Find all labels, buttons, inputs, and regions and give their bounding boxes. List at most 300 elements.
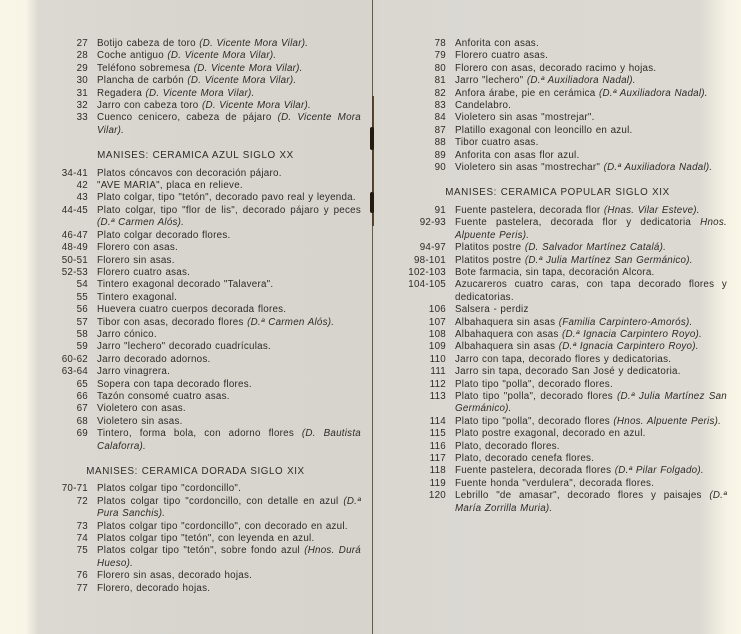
catalog-entry-row <box>388 217 727 242</box>
entry-description <box>455 112 727 124</box>
entry-number: 83 <box>434 100 446 112</box>
catalog-entry-row <box>388 63 727 75</box>
entry-donor-name: (D. Vicente Mora Vilar). <box>145 87 255 99</box>
entry-description-text: Salsera - perdiz <box>455 304 529 316</box>
entry-description <box>455 217 727 242</box>
entry-description-text: Florero con asas, decorado racimo y hojas. <box>455 62 657 74</box>
entry-number: 114 <box>429 415 446 427</box>
entry-number: 57 <box>76 316 88 328</box>
catalog-entry-row <box>388 465 727 477</box>
entry-description-text: Regadera <box>97 87 146 99</box>
entry-description <box>97 180 361 192</box>
entry-number: 48-49 <box>61 242 88 254</box>
entry-description-text: Violetero con asas. <box>97 403 186 415</box>
entry-description <box>97 75 361 87</box>
catalog-entry-row <box>30 279 361 291</box>
catalog-entry-row <box>30 304 361 316</box>
entry-description <box>97 317 361 329</box>
entry-description-text: Florero sin asas. <box>97 254 175 266</box>
entry-description <box>97 192 361 204</box>
entry-number: 112 <box>429 378 446 390</box>
entry-description <box>97 292 361 304</box>
entry-description <box>455 416 727 428</box>
catalog-entry-row <box>388 391 727 416</box>
entry-description-text: Florero con asas. <box>97 242 178 254</box>
entry-description <box>97 354 361 366</box>
catalog-entry-row <box>30 366 361 378</box>
catalog-entry-row <box>388 329 727 341</box>
entry-description-text: Plato postre exagonal, decorado en azul. <box>455 428 646 440</box>
entry-description <box>97 570 361 582</box>
entry-donor-name: (D.ª Pilar Folgado). <box>614 465 704 477</box>
catalog-entry-row <box>30 112 361 137</box>
entry-donor-name: (D. Bautista Calaforra). <box>97 428 361 452</box>
entry-number: 44-45 <box>61 204 88 216</box>
entry-description-text: Jarro cónico. <box>97 328 157 340</box>
entry-description-text: Plato tipo "polla", decorado flores <box>455 415 614 427</box>
entry-number: 76 <box>76 570 88 582</box>
entry-donor-name: (D.ª Carmen Alós). <box>247 316 335 328</box>
entry-description <box>455 428 727 440</box>
entry-description <box>97 38 361 50</box>
entry-description-text: Plato, decorado flores. <box>455 440 560 452</box>
entry-donor-name: (Hnos. Alpuente Peris). <box>613 415 722 427</box>
entry-description-text: Jarro sin tapa, decorado San José y dedicatoria. <box>455 366 681 378</box>
entry-number: 91 <box>434 204 446 216</box>
catalog-entry-row <box>30 317 361 329</box>
catalog-entry-row <box>388 279 727 304</box>
entry-description <box>455 478 727 490</box>
entry-number: 69 <box>76 428 88 440</box>
entry-description <box>455 354 727 366</box>
entry-number: 50-51 <box>61 254 88 266</box>
catalog-entry-row <box>388 205 727 217</box>
entry-description <box>455 242 727 254</box>
entry-description <box>455 379 727 391</box>
entry-number: 29 <box>76 62 88 74</box>
entry-description <box>455 366 727 378</box>
catalog-entry-row <box>388 38 727 50</box>
catalog-entry-row <box>30 391 361 403</box>
entry-donor-name: (D.ª Julia Martínez San Germánico). <box>455 390 728 415</box>
entry-description-text: Platillo exagonal con leoncillo en azul. <box>455 124 633 136</box>
entry-description <box>455 150 727 162</box>
entry-description <box>455 329 727 341</box>
entry-number: 32 <box>76 100 88 112</box>
entry-description <box>97 112 361 137</box>
entry-description <box>455 100 727 112</box>
entry-number: 77 <box>76 582 88 594</box>
entry-number: 52-53 <box>61 266 88 278</box>
entry-number: 59 <box>76 341 88 353</box>
entry-description-text: Jarro vinagrera. <box>97 366 171 378</box>
entry-description-text: Plato tipo "polla", decorado flores <box>455 390 618 402</box>
entry-donor-name: (D.ª Auxiliadora Nadal). <box>603 162 713 174</box>
entry-description <box>455 205 727 217</box>
catalog-entry-row <box>30 75 361 87</box>
binding-ink-mark <box>370 192 374 213</box>
entry-donor-name: (Familia Carpintero-Amorós). <box>558 316 693 328</box>
entry-donor-name: (D. Vicente Mora Vilar). <box>187 75 297 87</box>
entry-description-text: Jarro "lechero" decorado cuadrículas. <box>97 341 271 353</box>
entry-description-text: Anforita con asas flor azul. <box>455 149 580 161</box>
entry-description-text: Plato colgar, tipo "flor de lis", decorado pájaro y peces <box>97 204 361 216</box>
entry-description-text: Botijo cabeza de toro <box>97 38 200 49</box>
entry-donor-name: (D.ª Auxiliadora Nadal). <box>526 75 636 87</box>
entry-description-text: Teléfono sobremesa <box>97 62 194 74</box>
entry-number: 118 <box>429 465 446 477</box>
entry-description <box>455 255 727 267</box>
catalog-entry-row <box>30 341 361 353</box>
entry-number: 68 <box>76 415 88 427</box>
entry-description-text: Fuente pastelera, decorada flores <box>455 465 615 477</box>
entry-description <box>455 75 727 87</box>
entry-description <box>97 403 361 415</box>
entry-description-text: "AVE MARIA", placa en relieve. <box>97 180 243 192</box>
catalog-entry-row <box>388 478 727 490</box>
section-header: MANISES: CERAMICA AZUL SIGLO XX <box>97 150 294 162</box>
catalog-entry-row <box>388 379 727 391</box>
entry-number: 94-97 <box>419 242 446 254</box>
entry-donor-name: (D.ª Ignacia Carpintero Royo). <box>561 328 703 340</box>
entry-description-text: Plato, decorado cenefa flores. <box>455 453 595 464</box>
entry-donor-name: (D. Vicente Mora Vilar). <box>97 112 361 136</box>
catalog-entry-row <box>30 483 361 495</box>
entry-description <box>97 100 361 112</box>
entry-number: 90 <box>434 162 446 174</box>
entry-number: 92-93 <box>419 217 446 229</box>
entry-description-text: Platitos postre <box>455 254 525 266</box>
entry-description-text: Coche antiguo <box>97 50 168 62</box>
entry-description <box>455 162 727 174</box>
entry-number: 110 <box>429 353 446 365</box>
entry-description <box>97 391 361 403</box>
entry-description-text: Fuente honda "verdulera", decorada flores. <box>455 477 655 489</box>
catalog-entry-row <box>388 341 727 353</box>
entry-description-text: Violetero sin asas. <box>97 415 183 427</box>
catalog-entry-row <box>30 168 361 180</box>
entry-description <box>97 329 361 341</box>
catalog-entry-row <box>30 570 361 582</box>
entry-description <box>455 63 727 75</box>
entry-description <box>455 391 727 416</box>
entry-description <box>97 255 361 267</box>
catalog-entry-row <box>388 242 727 254</box>
catalog-entry-row <box>388 150 727 162</box>
entry-description <box>97 533 361 545</box>
entry-number: 60-62 <box>61 353 88 365</box>
entry-number: 115 <box>429 428 446 440</box>
entry-donor-name: (D.ª Ignacia Carpintero Royo). <box>558 341 699 353</box>
entry-description-text: Platos cóncavos con decoración pájaro. <box>97 167 282 179</box>
entry-description-text: Platos colgar tipo "cordoncillo", con decorado en azul. <box>97 520 348 532</box>
entry-description-text: Platos colgar tipo "cordoncillo, con detalle en azul <box>97 495 344 507</box>
entry-description <box>97 341 361 353</box>
entry-donor-name: Hnos. Alpuente Peris). <box>455 217 727 241</box>
entry-description-text: Tintero, forma bola, con adorno flores <box>97 428 302 440</box>
entry-number: 104-105 <box>408 279 446 291</box>
entry-description-text: Platos colgar tipo "tetón", con leyenda en azul. <box>97 533 315 545</box>
entry-description-text: Tibor cuatro asas. <box>455 137 539 149</box>
entry-number: 33 <box>76 112 88 124</box>
entry-number: 108 <box>428 328 446 340</box>
catalog-entry-row <box>30 329 361 341</box>
entry-description-text: Jarro con tapa, decorado flores y dedicatorias. <box>455 353 672 365</box>
entry-number: 113 <box>429 390 446 402</box>
entry-number: 43 <box>76 192 88 204</box>
entry-description <box>455 317 727 329</box>
catalog-entry-row <box>388 428 727 440</box>
entry-number: 98-101 <box>413 254 446 266</box>
catalog-entry-row <box>30 533 361 545</box>
entry-description-text: Tintero exagonal. <box>97 291 178 303</box>
entry-description <box>97 583 361 595</box>
entry-number: 111 <box>430 366 446 378</box>
entry-number: 84 <box>434 112 446 124</box>
entry-number: 75 <box>76 545 88 557</box>
entry-description-text: Tazón consomé cuatro asas. <box>97 390 230 402</box>
entry-number: 120 <box>428 490 446 502</box>
catalog-entry-row <box>30 63 361 75</box>
entry-number: 70-71 <box>61 483 88 495</box>
entry-donor-name: (D.ª María Zorrilla Muria). <box>455 490 727 514</box>
entry-description <box>97 50 361 62</box>
catalog-entry-row <box>388 137 727 149</box>
entry-description-text: Plato colgar, tipo "tetón", decorado pavo real y leyenda. <box>97 192 356 204</box>
binding-ink-mark <box>370 127 374 150</box>
entry-donor-name: (D.ª Auxiliadora Nadal). <box>598 87 708 99</box>
entry-description-text: Platos colgar tipo "tetón", sobre fondo azul <box>97 545 305 557</box>
entry-description-text: Tintero exagonal decorado "Talavera". <box>97 279 274 291</box>
catalog-entry-row <box>30 267 361 279</box>
entry-description-text: Plato tipo "polla", decorado flores. <box>455 378 613 390</box>
entry-number: 107 <box>428 316 446 328</box>
catalog-column-right <box>388 0 727 515</box>
entry-donor-name: (Hnas. Vilar Esteve). <box>603 204 700 216</box>
entry-number: 34-41 <box>61 167 88 179</box>
catalog-entry-row <box>30 242 361 254</box>
catalog-entry-row <box>30 416 361 428</box>
entry-description-text: Fuente pastelera, decorada flor <box>455 204 604 216</box>
entry-number: 117 <box>429 453 446 464</box>
section-header: MANISES: CERAMICA DORADA SIGLO XIX <box>86 466 305 477</box>
entry-donor-name: (D. Vicente Mora Vilar). <box>199 38 309 49</box>
entry-description-text: Albahaquera sin asas <box>455 341 559 353</box>
entry-description <box>455 88 727 100</box>
entry-description-text: Fuente pastelera, decorada flor y dedicatoria <box>455 217 701 229</box>
catalog-entry-row <box>388 441 727 453</box>
entry-donor-name: (D.ª Julia Martínez San Germánico). <box>524 254 693 266</box>
entry-description-text: Lebrillo "de amasar", decorado flores y paisajes <box>455 490 710 502</box>
entry-number: 66 <box>76 390 88 402</box>
catalog-entry-row <box>388 75 727 87</box>
catalog-entry-row <box>388 100 727 112</box>
catalog-entry-row <box>388 125 727 137</box>
entry-number: 74 <box>76 533 88 545</box>
catalog-entry-row <box>30 583 361 595</box>
entry-number: 79 <box>434 50 446 62</box>
catalog-entry-row <box>30 403 361 415</box>
catalog-entry-row <box>30 354 361 366</box>
entry-description-text: Jarro decorado adornos. <box>97 353 211 365</box>
entry-number: 88 <box>434 137 446 149</box>
catalog-entry-row <box>388 354 727 366</box>
entry-description-text: Florero, decorado hojas. <box>97 582 211 594</box>
catalog-entry-row <box>30 88 361 100</box>
catalog-entry-row <box>388 317 727 329</box>
entry-description <box>455 125 727 137</box>
entry-donor-name: (D.ª Carmen Alós). <box>97 217 185 229</box>
entry-description <box>97 416 361 428</box>
entry-number: 42 <box>76 180 88 192</box>
catalog-entry-row <box>30 230 361 242</box>
entry-description-text: Tibor con asas, decorado flores <box>97 316 248 328</box>
catalog-entry-row <box>30 379 361 391</box>
entry-description <box>97 242 361 254</box>
entry-description-text: Azucareros cuatro caras, con tapa decorado flores y dedicatorias. <box>455 279 727 303</box>
entry-description-text: Florero sin asas, decorado hojas. <box>97 570 253 582</box>
entry-description <box>455 137 727 149</box>
entry-description <box>97 304 361 316</box>
entry-description <box>455 490 727 515</box>
entry-description <box>455 50 727 62</box>
catalog-entry-row <box>388 162 727 174</box>
entry-number: 106 <box>428 304 446 316</box>
entry-description-text: Jarro "lechero" <box>455 75 527 87</box>
entry-description-text: Cuenco cenicero, cabeza de pájaro <box>97 112 278 124</box>
entry-number: 109 <box>428 341 446 353</box>
entry-number: 78 <box>434 38 446 49</box>
entry-description-text: Plancha de carbón <box>97 75 188 87</box>
entry-description <box>97 205 361 230</box>
entry-description-text: Anforita con asas. <box>455 38 539 49</box>
entry-description-text: Platos colgar tipo "cordoncillo". <box>97 483 242 495</box>
entry-description-text: Anfora árabe, pie en cerámica <box>455 87 599 99</box>
entry-description-text: Huevera cuatro cuerpos decorada flores. <box>97 304 287 316</box>
entry-number: 56 <box>76 304 88 316</box>
catalog-entry-row <box>388 88 727 100</box>
entry-description <box>97 483 361 495</box>
entry-number: 55 <box>76 291 88 303</box>
catalog-entry-row <box>388 112 727 124</box>
entry-number: 58 <box>76 328 88 340</box>
entry-number: 89 <box>434 149 446 161</box>
entry-description-text: Florero cuatro asas. <box>97 266 191 278</box>
catalog-entry-row <box>388 267 727 279</box>
entry-number: 65 <box>76 378 88 390</box>
entry-number: 67 <box>76 403 88 415</box>
entry-description <box>455 38 727 50</box>
entry-description <box>97 267 361 279</box>
entry-description-text: Florero cuatro asas. <box>455 50 549 62</box>
catalog-entry-row <box>30 545 361 570</box>
catalog-entry-row <box>388 255 727 267</box>
entry-description <box>97 366 361 378</box>
entry-description-text: Violetero sin asas "mostrechar" <box>455 162 604 174</box>
entry-description <box>97 168 361 180</box>
entry-description-text: Platitos postre <box>455 242 525 254</box>
entry-description-text: Jarro con cabeza toro <box>97 100 202 112</box>
entry-description <box>455 453 727 465</box>
entry-number: 73 <box>76 520 88 532</box>
entry-donor-name: (D. Vicente Mora Vilar). <box>167 50 277 62</box>
entry-description <box>97 63 361 75</box>
entry-number: 30 <box>76 75 88 87</box>
catalog-column-left <box>30 0 361 595</box>
entry-description <box>97 428 361 453</box>
catalog-entry-row <box>30 292 361 304</box>
entry-number: 63-64 <box>61 366 88 378</box>
entry-description <box>455 267 727 279</box>
entry-number: 119 <box>429 477 446 489</box>
entry-number: 31 <box>76 87 88 99</box>
entry-description <box>97 496 361 521</box>
catalog-entry-row <box>388 50 727 62</box>
catalog-entry-row <box>388 416 727 428</box>
entry-number: 46-47 <box>61 229 88 241</box>
catalog-entry-row <box>30 521 361 533</box>
entry-number: 80 <box>434 62 446 74</box>
entry-number: 102-103 <box>408 266 446 278</box>
catalog-entry-row <box>388 304 727 316</box>
entry-number: 87 <box>434 124 446 136</box>
catalog-entry-row <box>388 366 727 378</box>
entry-description <box>455 304 727 316</box>
entry-number: 81 <box>434 75 446 87</box>
entry-description <box>97 88 361 100</box>
catalog-entry-row <box>30 428 361 453</box>
entry-description <box>455 465 727 477</box>
entry-description <box>455 441 727 453</box>
entry-description-text: Sopera con tapa decorado flores. <box>97 378 252 390</box>
entry-description <box>455 341 727 353</box>
catalog-entry-row <box>30 205 361 230</box>
entry-number: 116 <box>429 440 446 452</box>
catalog-entry-row <box>30 38 361 50</box>
entry-number: 28 <box>76 50 88 62</box>
catalog-entry-row <box>30 180 361 192</box>
entry-donor-name: (D. Vicente Mora Vilar). <box>201 100 311 112</box>
entry-donor-name: (Hnos. Durá Hueso). <box>97 545 361 569</box>
entry-description <box>97 279 361 291</box>
entry-description <box>97 230 361 242</box>
entry-description-text: Candelabro. <box>455 100 512 112</box>
section-header: MANISES: CERAMICA POPULAR SIGLO XIX <box>445 187 670 199</box>
catalog-entry-row <box>30 100 361 112</box>
catalog-entry-row <box>388 490 727 515</box>
entry-description <box>97 521 361 533</box>
entry-donor-name: (D. Salvador Martínez Catalá). <box>524 242 667 254</box>
entry-description <box>97 379 361 391</box>
catalog-entry-row <box>30 255 361 267</box>
entry-number: 72 <box>76 495 88 507</box>
entry-description-text: Bote farmacia, sin tapa, decoración Alcora. <box>455 266 655 278</box>
entry-description-text: Violetero sin asas "mostrejar". <box>455 112 595 124</box>
entry-number: 54 <box>76 279 88 291</box>
entry-description <box>455 279 727 304</box>
catalog-entry-row <box>30 496 361 521</box>
entry-donor-name: (D. Vicente Mora Vilar). <box>193 62 303 74</box>
entry-description-text: Albahaquera sin asas <box>455 316 559 328</box>
catalog-entry-row <box>388 453 727 465</box>
catalog-entry-row <box>30 192 361 204</box>
entry-description <box>97 545 361 570</box>
entry-description-text: Albahaquera con asas <box>455 328 562 340</box>
entry-number: 82 <box>434 87 446 99</box>
entry-description-text: Plato colgar decorado flores. <box>97 229 231 241</box>
entry-donor-name: (D.ª Pura Sanchis). <box>97 495 361 520</box>
catalog-entry-row <box>30 50 361 62</box>
